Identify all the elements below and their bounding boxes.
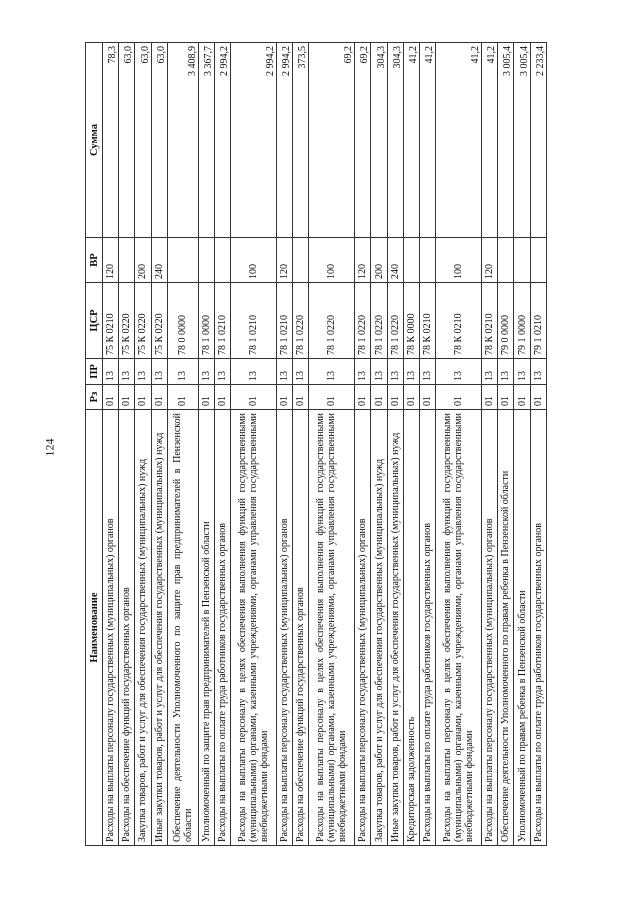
cell-rz: 01 (167, 385, 198, 410)
table-row (498, 43, 514, 846)
cell-pr: 13 (387, 359, 403, 385)
cell-name: Расходы на выплаты персоналу государственных (муниципальных) органов (355, 410, 371, 846)
cell-pr: 13 (231, 359, 277, 385)
cell-csr: 78 1 0220 (355, 283, 371, 359)
cell-csr: 79 0 0000 (498, 283, 514, 359)
cell-sum: 63,0 (151, 43, 167, 238)
cell-pr: 13 (103, 359, 119, 385)
cell-rz: 01 (387, 385, 403, 410)
cell-csr: 78 1 0210 (231, 283, 277, 359)
header-rz: Рз (86, 385, 103, 410)
table-row (514, 43, 530, 846)
cell-rz: 01 (277, 385, 293, 410)
cell-csr: 79 1 0210 (530, 283, 546, 359)
cell-name: Расходы на выплаты персоналу государственных (муниципальных) органов (482, 410, 498, 846)
cell-vr (530, 238, 546, 283)
cell-name: Иные закупки товаров, работ и услуг для обеспечения государственных (муниципальных) нужд (151, 410, 167, 846)
header-row (86, 43, 103, 846)
table-row (387, 43, 403, 846)
cell-sum: 304,3 (387, 43, 403, 238)
cell-csr: 78 К 0210 (436, 283, 482, 359)
cell-vr: 120 (277, 238, 293, 283)
cell-pr: 13 (309, 359, 355, 385)
cell-name: Закупка товаров, работ и услуг для обеспечения государственных (муниципальных) нужд (135, 410, 151, 846)
cell-sum: 2 994,2 (277, 43, 293, 238)
cell-vr (293, 238, 309, 283)
cell-pr: 13 (167, 359, 198, 385)
cell-sum: 3 367,7 (198, 43, 214, 238)
table-row (198, 43, 214, 846)
cell-csr: 78 1 0000 (198, 283, 214, 359)
header-sum: Сумма (86, 43, 103, 238)
cell-vr: 240 (151, 238, 167, 283)
cell-pr: 13 (198, 359, 214, 385)
cell-pr: 13 (151, 359, 167, 385)
cell-csr: 75 К 0220 (119, 283, 135, 359)
cell-pr: 13 (436, 359, 482, 385)
cell-name: Расходы на выплаты персоналу государственных (муниципальных) органов (103, 410, 119, 846)
table-row (355, 43, 371, 846)
cell-rz: 01 (436, 385, 482, 410)
cell-sum: 304,3 (371, 43, 387, 238)
cell-sum: 41,2 (482, 43, 498, 238)
cell-sum: 2 994,2 (231, 43, 277, 238)
table-row (277, 43, 293, 846)
cell-vr (420, 238, 436, 283)
cell-csr: 79 1 0000 (514, 283, 530, 359)
cell-pr: 13 (277, 359, 293, 385)
cell-pr: 13 (514, 359, 530, 385)
cell-rz: 01 (119, 385, 135, 410)
rotated-table-wrapper (85, 43, 547, 846)
page-number: 124 (42, 438, 57, 457)
cell-vr: 200 (371, 238, 387, 283)
cell-rz: 01 (514, 385, 530, 410)
cell-sum: 3 408,9 (167, 43, 198, 238)
cell-rz: 01 (231, 385, 277, 410)
cell-sum: 3 005,4 (514, 43, 530, 238)
cell-name: Расходы на выплаты по оплате труда работников государственных органов (530, 410, 546, 846)
cell-csr: 78 1 0210 (277, 283, 293, 359)
table-row (103, 43, 119, 846)
table-row (167, 43, 198, 846)
cell-vr (198, 238, 214, 283)
cell-sum: 2 233,4 (530, 43, 546, 238)
cell-name: Расходы на выплаты персоналу в целях обеспечения выполнения функций государственными (муниципальными) органами, казенными учреждениями, органами управления государственными внебюджетными фондами (436, 410, 482, 846)
cell-rz: 01 (135, 385, 151, 410)
cell-vr: 120 (355, 238, 371, 283)
cell-pr: 13 (498, 359, 514, 385)
cell-rz: 01 (309, 385, 355, 410)
cell-vr: 100 (231, 238, 277, 283)
cell-sum: 78,3 (103, 43, 119, 238)
cell-rz: 01 (293, 385, 309, 410)
cell-rz: 01 (103, 385, 119, 410)
cell-csr: 75 К 0210 (103, 283, 119, 359)
cell-csr: 78 К 0210 (420, 283, 436, 359)
cell-vr: 100 (436, 238, 482, 283)
cell-pr: 13 (355, 359, 371, 385)
cell-vr (514, 238, 530, 283)
cell-name: Расходы на выплаты по оплате труда работников государственных органов (420, 410, 436, 846)
cell-name: Закупка товаров, работ и услуг для обеспечения государственных (муниципальных) нужд (371, 410, 387, 846)
cell-pr: 13 (214, 359, 230, 385)
cell-vr: 120 (482, 238, 498, 283)
table-row (293, 43, 309, 846)
cell-pr: 13 (119, 359, 135, 385)
cell-pr: 13 (482, 359, 498, 385)
cell-rz: 01 (371, 385, 387, 410)
cell-pr: 13 (135, 359, 151, 385)
cell-csr: 78 1 0220 (387, 283, 403, 359)
table-row (482, 43, 498, 846)
cell-rz: 01 (151, 385, 167, 410)
cell-name: Уполномоченный по защите прав предпринимателей в Пензенской области (198, 410, 214, 846)
cell-name: Обеспечение деятельности Уполномоченного по правам ребенка в Пензенской области (498, 410, 514, 846)
header-csr: ЦСР (86, 283, 103, 359)
table-row (231, 43, 277, 846)
cell-csr: 78 1 0220 (309, 283, 355, 359)
cell-name: Обеспечение деятельности Уполномоченного по защите прав предпринимателей в Пензенской области (167, 410, 198, 846)
cell-rz: 01 (198, 385, 214, 410)
cell-vr: 240 (387, 238, 403, 283)
cell-sum: 63,0 (135, 43, 151, 238)
cell-sum: 41,2 (420, 43, 436, 238)
cell-sum: 41,2 (403, 43, 419, 238)
cell-csr: 75 К 0220 (135, 283, 151, 359)
header-vr: ВР (86, 238, 103, 283)
table-row (309, 43, 355, 846)
header-pr: ПР (86, 359, 103, 385)
cell-vr: 120 (103, 238, 119, 283)
cell-vr: 200 (135, 238, 151, 283)
cell-csr: 78 1 0210 (214, 283, 230, 359)
cell-vr (119, 238, 135, 283)
cell-sum: 41,2 (436, 43, 482, 238)
cell-rz: 01 (498, 385, 514, 410)
cell-name: Расходы на выплаты по оплате труда работников государственных органов (214, 410, 230, 846)
table-row (403, 43, 419, 846)
cell-rz: 01 (214, 385, 230, 410)
cell-name: Расходы на обеспечение функций государственных органов (293, 410, 309, 846)
table-row (420, 43, 436, 846)
cell-vr (403, 238, 419, 283)
cell-csr: 78 К 0000 (403, 283, 419, 359)
cell-rz: 01 (403, 385, 419, 410)
cell-rz: 01 (420, 385, 436, 410)
cell-pr: 13 (420, 359, 436, 385)
cell-csr: 78 1 0220 (293, 283, 309, 359)
table-row (214, 43, 230, 846)
cell-vr (214, 238, 230, 283)
table-row (119, 43, 135, 846)
cell-name: Кредиторская задолженность (403, 410, 419, 846)
table-row (371, 43, 387, 846)
budget-table (85, 42, 547, 846)
cell-sum: 69,2 (355, 43, 371, 238)
table-row (436, 43, 482, 846)
header-name: Наименование (86, 410, 103, 846)
cell-name: Расходы на выплаты персоналу в целях обеспечения выполнения функций государственными (муниципальными) органами, казенными учреждениями, органами управления государственными внебюджетными фондами (309, 410, 355, 846)
table-row (135, 43, 151, 846)
cell-sum: 2 994,2 (214, 43, 230, 238)
cell-csr: 78 1 0220 (371, 283, 387, 359)
cell-sum: 69,2 (309, 43, 355, 238)
cell-csr: 78 К 0210 (482, 283, 498, 359)
cell-rz: 01 (355, 385, 371, 410)
cell-name: Расходы на выплаты персоналу государственных (муниципальных) органов (277, 410, 293, 846)
cell-pr: 13 (371, 359, 387, 385)
cell-csr: 78 0 0000 (167, 283, 198, 359)
cell-pr: 13 (293, 359, 309, 385)
cell-sum: 63,0 (119, 43, 135, 238)
cell-csr: 75 К 0220 (151, 283, 167, 359)
cell-name: Иные закупки товаров, работ и услуг для обеспечения государственных (муниципальных) нужд (387, 410, 403, 846)
cell-pr: 13 (403, 359, 419, 385)
cell-vr: 100 (309, 238, 355, 283)
cell-rz: 01 (530, 385, 546, 410)
cell-rz: 01 (482, 385, 498, 410)
cell-vr (498, 238, 514, 283)
cell-sum: 373,5 (293, 43, 309, 238)
table-row (151, 43, 167, 846)
cell-pr: 13 (530, 359, 546, 385)
cell-vr (167, 238, 198, 283)
cell-name: Уполномоченный по правам ребенка в Пензенской области (514, 410, 530, 846)
cell-name: Расходы на выплаты персоналу в целях обеспечения выполнения функций государственными (муниципальными) органами, казенными учреждениями, органами управления государственными внебюджетными фондами (231, 410, 277, 846)
table-row (530, 43, 546, 846)
cell-sum: 3 005,4 (498, 43, 514, 238)
cell-name: Расходы на обеспечение функций государственных органов (119, 410, 135, 846)
